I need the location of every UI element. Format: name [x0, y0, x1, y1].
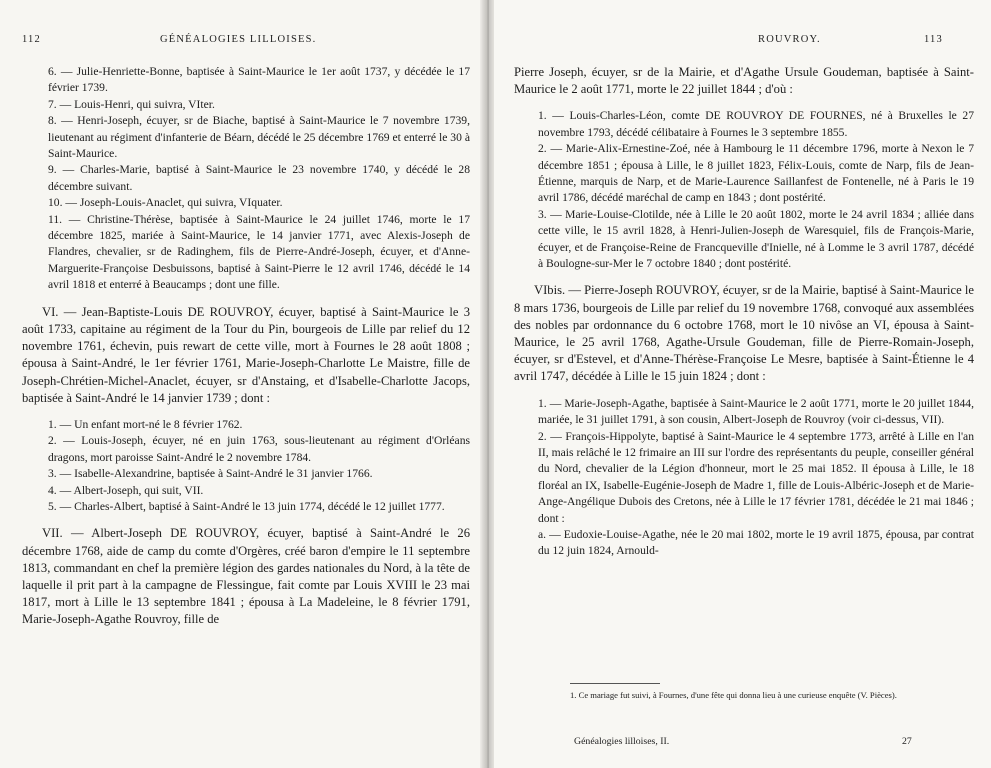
list-item: 9. — Charles-Marie, baptisé à Saint-Maurice le 23 novembre 1740, y décédé le 28 décembre suivant. — [48, 163, 470, 193]
list-item: 1. — Louis-Charles-Léon, comte DE ROUVROY DE FOURNES, né à Bruxelles le 27 novembre 1793, décédé célibataire à Fournes le 3 septembre 1855. — [538, 109, 974, 139]
list-item: 10. — Joseph-Louis-Anaclet, qui suivra, VIquater. — [48, 196, 283, 210]
left-entries-vi — [22, 417, 470, 515]
right-entries-top — [514, 108, 974, 272]
list-item: 7. — Louis-Henri, qui suivra, VIter. — [48, 97, 215, 111]
footnote-rule — [570, 683, 660, 684]
right-text-block — [514, 64, 974, 560]
list-item: 8. — Henri-Joseph, écuyer, sr de Biache, baptisé à Saint-Maurice le 7 novembre 1739, lieutenant au régiment d'infanterie de Béarn, décédé le 25 décembre 1769 et enterré le 30 à Saint-Maurice. — [48, 114, 470, 161]
list-item: 3. — Isabelle-Alexandrine, baptisée à Saint-André le 31 janvier 1766. — [48, 467, 373, 481]
left-text-block — [22, 64, 470, 629]
list-item: 11. — Christine-Thérèse, baptisée à Saint-Maurice le 24 juillet 1746, morte le 17 décembre 1825, mariée à Saint-Maurice, le 14 janvier 1771, avec Alexis-Joseph de Flandres, chevalier, sr de Radinghem, fils de Pierre-André-Joseph, écuyer, et d'Anne-Marguerite-Françoise Desbuissons, baptisé à Saint-Pierre le 12 avril 1746, décédé le 14 avril 1818 et enterré à Beaucamps ; dont une fille. — [48, 212, 470, 292]
right-page — [494, 0, 991, 768]
list-item: 2. — Marie-Alix-Ernestine-Zoé, née à Hambourg le 11 décembre 1796, morte à Nexon le 7 décembre 1851 ; épousa à Lille, le 8 juillet 1823, Félix-Louis, comte de Narp, fils de Jean-Étienne, marquis de Narp, et de Marie-Laurence Saillanfest de Fontenelle, né à Paris le 19 avril 1786, décédé maréchal de camp en 1843 ; dont postérité. — [538, 142, 974, 205]
left-running-head: GÉNÉALOGIES LILLOISES. — [160, 34, 317, 45]
section-vibis: VIbis. — Pierre-Joseph ROUVROY, écuyer, sr de la Mairie, baptisé à Saint-Maurice le 8 mars 1736, bourgeois de Lille par relief du 19 novembre 1768, convoqué aux assemblées des nobles par ordonnance du 6 octobre 1768, mort le 10 nivôse an VI, épousa à Saint-Maurice, le 25 avril 1768, Agathe-Ursule Goudeman, fille de Pierre-Romain-Joseph, écuyer, sr d'Estevel, et d'Anne-Thérèse-Françoise Le Mesre, baptisée à Saint-Étienne le 4 avril 1747, décédée à Lille le 15 juin 1824 ; dont : — [514, 283, 974, 384]
right-page-number: 113 — [924, 34, 943, 45]
list-item: 6. — Julie-Henriette-Bonne, baptisée à Saint-Maurice le 1er août 1737, y décédée le 17 février 1739. — [48, 65, 470, 95]
list-item: 5. — Charles-Albert, baptisé à Saint-André le 13 juin 1774, décédé le 12 juillet 1777. — [48, 499, 445, 513]
section-vi: VI. — Jean-Baptiste-Louis DE ROUVROY, écuyer, baptisé à Saint-Maurice le 3 août 1733, capitaine au régiment de la Tour du Pin, bourgeois de Lille par relief du 12 novembre 1761, échevin, puis rewart de cette ville, mort à Fournes le 28 août 1808 ; épousa à Saint-André, le 1er février 1761, Marie-Joseph-Charlotte Le Maistre, fille de Joseph-Chrétien-Michel-Anaclet, écuyer, sr d'Anstaing, et d'Isabelle-Charlotte Jacops, baptisée à Saint-André le 14 janvier 1739 ; dont : — [22, 304, 470, 405]
right-running-head: ROUVROY. — [758, 34, 821, 45]
section-vii: VII. — Albert-Joseph DE ROUVROY, écuyer, baptisé à Saint-André le 26 décembre 1768, aide de camp du comte d'Orgères, créé baron d'empire le 11 septembre 1813, commandant en chef la première légion des gardes nationales du Nord, à la tête de laquelle il prit part à la campagne de Flessingue, fait comte par Louis XVIII le 23 mai 1817, mort à Lille le 13 septembre 1841 ; épousa à La Madeleine, le 8 février 1791, Marie-Joseph-Agathe Rouvroy, fille de — [22, 526, 470, 627]
list-item: 1. — Un enfant mort-né le 8 février 1762. — [48, 417, 243, 431]
list-item: 4. — Albert-Joseph, qui suit, VII. — [48, 483, 204, 497]
list-item: 1. — Marie-Joseph-Agathe, baptisée à Saint-Maurice le 2 août 1771, morte le 20 juillet 1844, mariée, le 31 juillet 1791, à son cousin, Albert-Joseph de Rouvroy (voir ci-dessus, VII). — [538, 396, 974, 427]
footer-title: Généalogies lilloises, II. — [574, 736, 670, 747]
list-item: 2. — François-Hippolyte, baptisé à Saint-Maurice le 4 septembre 1773, arrêté à Lille en l'an II, mais relâché le 12 frimaire an III sur l'ordre des représentants du peuple, conseiller général du Nord, chevalier de la Légion d'honneur, mort le 25 mai 1852. Il épousa à Lille, le 18 floréal an IX, Isabelle-Eugénie-Joseph de Madre 1, fille de Louis-Albéric-Joseph et de Marie-Ange-Angélique Dubois des Cretons, née à Lille le 17 février 1781, décédée le 21 mai 1846 ; dont : — [538, 429, 974, 525]
list-item: a. — Eudoxie-Louise-Agathe, née le 20 mai 1802, morte le 19 avril 1875, épousa, par contrat du 12 juin 1824, Arnould- — [538, 527, 974, 558]
list-item: 3. — Marie-Louise-Clotilde, née à Lille le 20 août 1802, morte le 24 avril 1834 ; alliée dans cette ville, le 15 avril 1828, à Henri-Julien-Joseph de Waresquiel, fils de François-Marie, écuyer, et de Françoise-Reine de Francqueville d'Inielle, né à Lomme le 3 avril 1787, décédé à Boulogne-sur-Mer le 7 octobre 1840 ; dont postérité. — [538, 207, 974, 271]
footnote: 1. Ce mariage fut suivi, à Fournes, d'une fête qui donna lieu à une curieuse enquête (V. Pièces). — [570, 690, 897, 700]
right-intro: Pierre Joseph, écuyer, sr de la Mairie, et d'Agathe Ursule Goudeman, baptisée à Saint-Maurice le 2 août 1771, morte le 22 juillet 1844 ; d'où : — [514, 65, 974, 97]
signature-mark: 27 — [902, 736, 912, 747]
list-item: 2. — Louis-Joseph, écuyer, né en juin 1763, sous-lieutenant au régiment d'Orléans dragons, mort paroisse Saint-André le 2 novembre 1784. — [48, 434, 470, 464]
right-entries-bis — [514, 396, 974, 560]
left-entries-top — [22, 64, 470, 294]
left-page — [0, 0, 482, 768]
left-page-number: 112 — [22, 34, 41, 45]
